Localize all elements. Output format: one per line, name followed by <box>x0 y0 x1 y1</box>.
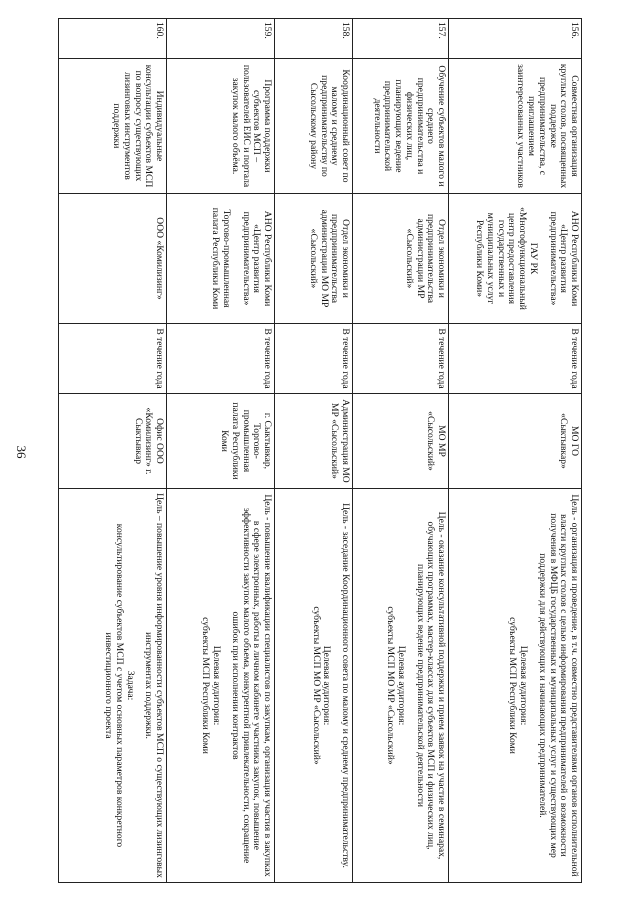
goal-text: Цель - организация и проведение, в т.ч. совместно представителями органов исполнительной власти круглых столов с целью информирования предпринимателей о возможности получения в МФЦБ государственных и муниципальных услуг и существующих мер поддержки для действующих и начинающих предпринимателей. <box>536 494 580 877</box>
term-cell: В течение года <box>449 324 582 394</box>
event-name: Совместная организация круглых столов, посвященных поддержке предпринимательства, с приглашением заинтересованных участников <box>449 59 582 194</box>
goal-text: Цель - заседание Координационного совета по малому и среднему предпринимательству. <box>340 503 351 868</box>
spacer <box>231 198 240 319</box>
row-number: 157. <box>353 19 449 59</box>
executor-cell <box>59 194 167 324</box>
audience-label: Целевая аудитория: <box>321 645 333 726</box>
event-name: Обучение субъектов малого и среднего предпринимательства и физических лиц, планирующих ведение предпринимательской деятельности <box>353 59 449 194</box>
term-cell: В течение года <box>353 324 449 394</box>
executor-cell <box>449 194 582 324</box>
event-name: Индивидуальные консультации субъектов МСП по вопросу существующих лизинговых инструментов поддержки <box>59 59 167 194</box>
goal-cell <box>59 489 167 883</box>
rotated-table-wrapper <box>59 18 582 882</box>
executor-name: Отдел экономики и предпринимательства администрации МО МР «Сысольский» <box>307 209 351 308</box>
goal-text: Цель - повышение квалификации специалистов по закупкам, организация участия в закупках в сфере электронных, работы в личном кабинете участника закупок, повышение эффективности закупок малого объема, конкурентной привлекательности, сокращение ошибок при исполнении контрактов <box>229 494 273 877</box>
goal-text: Цель - оказание консультативной поддержки и прием заявок на участие в семинарах, обучающих программах, мастер-классах для субъектов МСП и физических лиц, планирующих ведение предпринимательской деятельности <box>414 511 447 860</box>
executor-cell <box>353 194 449 324</box>
executor-name: АНО Республики Коми «Центр развития предпринимательства» <box>240 210 273 307</box>
table-row <box>167 19 275 883</box>
place-cell: Офис ООО «Комилизинг» г. Сыктывкар <box>59 394 167 489</box>
executor-cell <box>167 194 275 324</box>
audience-text: субъекты МСП Республики Коми <box>507 617 519 754</box>
table-row <box>449 19 582 883</box>
goal-cell <box>449 489 582 883</box>
audience-label: Целевая аудитория: <box>211 645 223 726</box>
audience-label: Задача: <box>124 670 136 701</box>
audience-label: Целевая аудитория: <box>518 645 530 726</box>
spacer <box>538 198 547 319</box>
row-number: 156. <box>449 19 582 59</box>
events-table <box>58 18 582 883</box>
audience-text: субъекты МСП МО МР «Сысольский» <box>310 606 322 765</box>
row-number: 160. <box>59 19 167 59</box>
table-row <box>59 19 167 883</box>
event-name: Координационный совет по малому и среднему предпринимательству по Сысольскому району <box>275 59 353 194</box>
audience-label: Целевая аудитория: <box>395 645 407 726</box>
term-cell: В течение года <box>167 324 275 394</box>
executor-name: ГАУ РК «Многофункциональный центр предоставления государственных и муниципальных услуг Республики Коми» <box>474 207 539 310</box>
place-cell: МО ГО «Сыктывкар» <box>449 394 582 489</box>
place-cell: г. Сыктывкар, Торгово-промышленная палата Республики Коми <box>167 394 275 489</box>
executor-name: ООО «Комилизинг» <box>154 217 165 300</box>
term-cell: В течение года <box>59 324 167 394</box>
row-number: 158. <box>275 19 353 59</box>
executor-name: Торгово-промышленная палата Республики Коми <box>210 207 232 310</box>
executor-cell <box>275 194 353 324</box>
table-row <box>353 19 449 883</box>
page-number: 36 <box>14 445 29 459</box>
goal-cell <box>167 489 275 883</box>
goal-cell <box>275 489 353 883</box>
place-cell: Администрация МО МР «Сысольский» <box>275 394 353 489</box>
audience-text: субъекты МСП МО МР «Сысольский» <box>385 606 397 765</box>
audience-text: субъекты МСП Республики Коми <box>200 617 212 754</box>
table-row <box>275 19 353 883</box>
executor-name: Отдел экономики и предпринимательства администрации МР «Сысольский» <box>403 213 447 304</box>
goal-text: Цель – повышение уровня информированности субъектов МСП о существующих лизинговых инструментах поддержки. <box>143 493 165 878</box>
audience-text: консультирование субъектов МСП с учетом основных параметров конкретного инвестиционного проекта <box>103 523 125 848</box>
row-number: 159. <box>167 19 275 59</box>
goal-cell <box>353 489 449 883</box>
term-cell: В течение года <box>275 324 353 394</box>
place-cell: МО МР «Сысольский» <box>353 394 449 489</box>
executor-name: АНО Республики Коми «Центр развития предпринимательства» <box>547 210 580 307</box>
event-name: Программа поддержки субъектов МСП – пользователей ЕИС и портала закупок малого объёма. <box>167 59 275 194</box>
